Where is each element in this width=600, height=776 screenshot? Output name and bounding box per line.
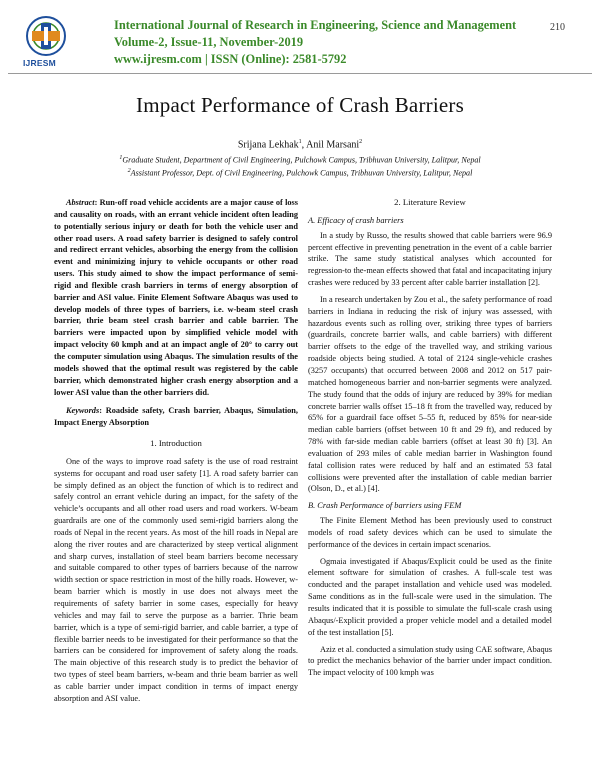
right-column (308, 197, 552, 679)
journal-lines (114, 17, 516, 68)
paragraph: Aziz et al. conducted a simulation study using CAE software, Abaqus to predict the mechanics behavior of the barrier under impact condition. The impact velocity of 100 kmph was (308, 644, 552, 678)
affiliation-text: Assistant Professor, Dept. of Civil Engineering, Pulchowk Campus, Tribhuvan University, Lalitpur, Nepal (130, 168, 473, 178)
logo-text: IJRESM (23, 58, 56, 68)
volume-issue: Volume-2, Issue-11, November-2019 (114, 35, 304, 49)
keywords-label: Keywords (66, 406, 100, 416)
abstract-text: : Run-off road vehicle accidents are a major cause of loss and causality on roads, with an errant vehicle incident often leading to potentially serious injury or death for both the vehicle user and other road users. A road safety barrier is designed to safely control and redirect errant vehicles, absorbing the energy from the collision event and minimizing injury to vehicle occupants or other road users. This study aimed to show the impact performance of semi-rigid and flexible crash barriers in terms of energy absorption of barrier and ASI value. Finite Element Software Abaqus was used to develop models of three types of barriers, i.e. w-beam steel crash barrier, thrie beam steel crash barrier and cable barrier. The barriers were impacted upon by simplified vehicle model with impact velocity 60 kmph and at an impact angle of 20° to carry out the computer simulation using Abaqus. The simulation results of the models showed that the optimal result was registered by the cable barrier, which demonstrated higher crash energy absorption and a lower ASI value than the other barriers did. (54, 198, 298, 397)
paragraph: Ogmaia investigated if Abaqus/Explicit could be used as the finite element software for simulation of crashes. A full-scale test was conducted and the parapet installation and vehicle used was modeled. Same conditions as in the full-scale were used in the simulation. The results indicated that it is possible to simulate the full-scale crash using Abaqus/-Explicit provided a proper vehicle model and a detailed model of the test installation [5]. (308, 556, 552, 637)
journal-logo-icon (10, 14, 82, 60)
section-heading-introduction: 1. Introduction (150, 438, 202, 449)
paragraph: The Finite Element Method has been previously used to construct models of road safety devices which can be used to simulate the performance of the devices in certain impact scenarios. (308, 516, 552, 549)
subsection-heading: B. Crash Performance of barriers using FEM (308, 501, 462, 511)
author-affiliation-mark: 1 (298, 139, 302, 145)
author-name: Srijana Lekhak (237, 139, 299, 151)
affiliation-1 (0, 155, 600, 165)
journal-website-issn[interactable]: www.ijresm.com | ISSN (Online): 2581-5792 (114, 52, 347, 66)
keywords-text: : Roadside safety, Crash barrier, Abaqus, Simulation, Impact Energy Absorption (54, 406, 298, 428)
author-affiliation-mark: 2 (359, 139, 363, 145)
abstract-label: Abstract (66, 198, 95, 207)
journal-name: International Journal of Research in Engineering, Science and Management (114, 18, 517, 32)
journal-header (10, 14, 590, 74)
paragraph: In a study by Russo, the results showed that cable barriers were 96.9 percent effective in preventing penetration in the event of a cable barrier strike. The same study statistical analyses which accounted for regression-to the-mean effects showed that fatal and incapacitating injury crashes were reduced by 33 percent after cable barrier installation [2]. (308, 230, 552, 288)
header-divider (8, 73, 592, 74)
affiliation-2 (0, 168, 600, 178)
section-heading-literature-review: 2. Literature Review (394, 197, 466, 207)
left-column (54, 197, 298, 705)
affiliation-mark: 2 (127, 168, 131, 174)
page-number: 210 (550, 22, 565, 33)
paragraph: In a research undertaken by Zou et al., the safety performance of road barriers in Indiana in reducing the risk of injury was assessed, with hazardous events such as rolling over, striking three types of barriers (guardrails, concrete barrier walls, and cable barriers) with different barrier offsets to the edge of the travelled way, and striking various roadside objects being studied. A total of 2124 single-vehicle crashes (3257 occupants) that occurred between 2008 and 2012 on 517 pair-matched homogeneous barrier and non-barrier segments were analyzed. The study found that the odds of injury are reduced by 39% for median concrete barrier walls offset 15–18 ft from the travelled way, reduced by 65% for a guardrail face offset 5–55 ft, reduced by 85% for near-side median cable barriers (offset between 10 ft and 29 ft), and reduced by 78% with far-side median cable barriers (offset at least 30 ft) [3]. An evaluation of 293 miles of cable median barrier in Washington found fatal collision rates were reduced by half and an estimated 53 fatal collisions were prevented after the installation of cable median barrier (Olson, D., et al.) [4]. (308, 294, 552, 494)
subsection-heading: A. Efficacy of crash barriers (308, 215, 404, 225)
abstract (54, 197, 298, 398)
paragraph: One of the ways to improve road safety is the use of road restraint systems for occupant and road user safety [1]. A road safety barrier can be simply defined as an object the function of which is to redirect and safely control an errant vehicle during an impact, for the safety of the vehicle’s occupants and all other road users and road workers. W-beam guardrails are one of the commonly used semi-rigid barriers along the roads of Nepal in the recent years. As most of the hill roads in Nepal are along the river routes and are characterized by steep vertical alignment and sharp curves, installation of steel beam barriers become necessary and suitable compared to other types of barriers because of the narrow width section or space restriction in most of the hilly roads. However, w-beam barrier which is mostly in use does not always meet the requirements of safety barrier in some cases, especially for heavy vehicles and may fail to serve the purpose as a barrier. Thrie beam barrier, which is a type of semi-rigid barrier, and cable barrier, a type of flexible barrier needs to be investigated for their performance so that the barriers can be considered for improvement of safety along the roads. The main objective of this research study is to predict the behavior of two types of steel beam barriers, w-beam and thrie beam barrier as well as cable barrier under impact condition in terms of impact energy absorption and ASI value. (54, 456, 298, 703)
paper-title: Impact Performance of Crash Barriers (136, 93, 464, 117)
keywords (54, 405, 298, 429)
author-name: Anil Marsani (306, 139, 360, 151)
affiliation-text: Graduate Student, Department of Civil Engineering, Pulchowk Campus, Tribhuvan University, Lalitpur, Nepal (122, 155, 481, 165)
author-line (0, 139, 600, 150)
author-separator: , (301, 139, 307, 151)
affiliation-mark: 1 (119, 155, 123, 161)
journal-logo (10, 14, 82, 72)
